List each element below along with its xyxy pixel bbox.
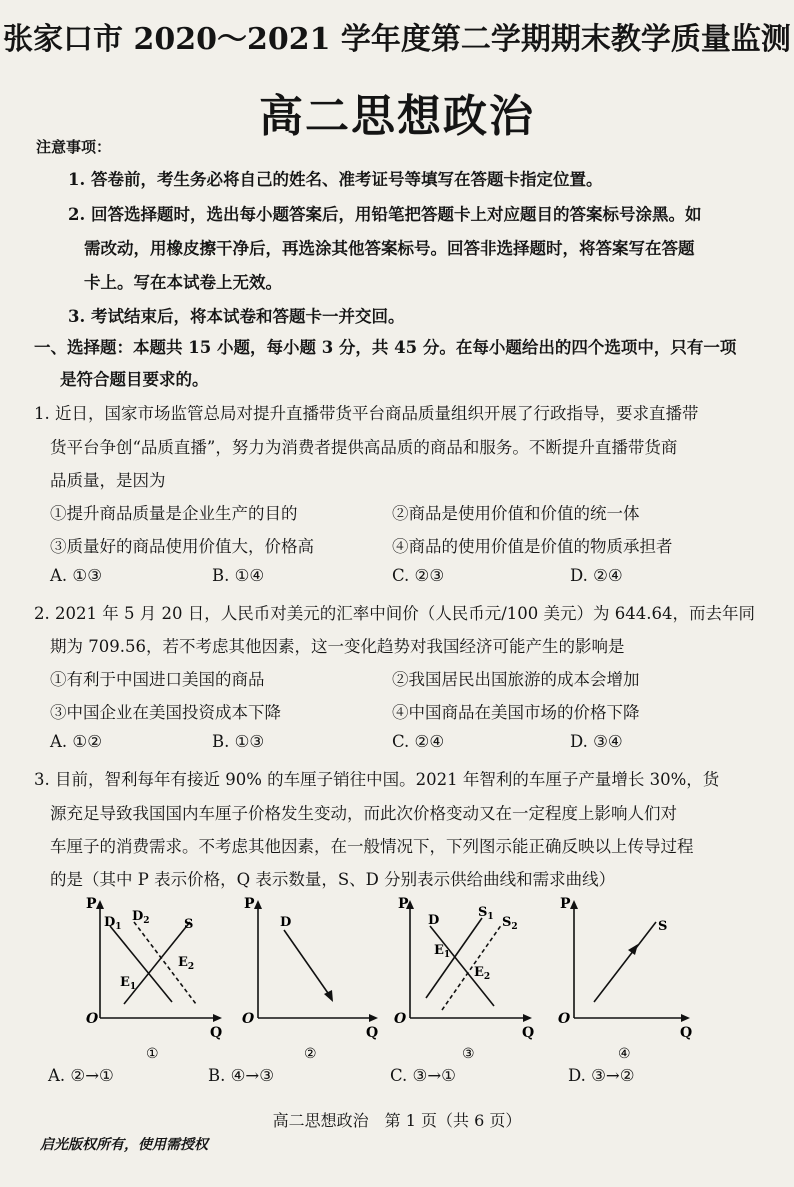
notice-item-1: 1. 答卷前，考生务必将自己的姓名、准考证号等填写在答题卡指定位置。 <box>68 170 603 189</box>
exam-title: 张家口市 2020～2021 学年度第二学期期末教学质量监测 <box>3 22 791 57</box>
q3-graph-4 <box>556 892 726 1062</box>
q3-option-d: D. ③→② <box>568 1066 635 1085</box>
graph3-supply-curve-s2 <box>442 924 502 1010</box>
q1-option-a: A. ①③ <box>50 566 102 585</box>
q2-option-a: A. ①② <box>50 732 102 751</box>
graph4-caption: ④ <box>618 1046 631 1062</box>
graph2-p-arrow <box>254 900 262 909</box>
graph2-p-label: P <box>244 896 255 912</box>
q3-option-a: A. ②→① <box>48 1066 114 1085</box>
graph4-p-arrow <box>570 900 578 909</box>
q1-stem-line-3: 品质量，是因为 <box>50 471 166 490</box>
graph3-origin-label: O <box>394 1011 407 1027</box>
graph3-s1-label: $S_1$ <box>478 905 494 922</box>
q2-statement-2: ②我国居民出国旅游的成本会增加 <box>392 670 640 689</box>
graph1-origin-label: O <box>86 1011 99 1027</box>
graph1-s-label: S <box>184 917 194 932</box>
q2-statement-1: ①有利于中国进口美国的商品 <box>50 670 265 689</box>
section-heading-line-2: 是符合题目要求的。 <box>60 370 209 389</box>
graph2-q-arrow <box>369 1014 378 1022</box>
q1-statement-1: ①提升商品质量是企业生产的目的 <box>50 504 298 523</box>
graph4-origin-label: O <box>558 1011 571 1027</box>
graph3-s2-label: $S_2$ <box>502 915 518 932</box>
graph2-demand-curve <box>284 930 330 996</box>
graph3-e2-label: $E_2$ <box>474 965 491 982</box>
q1-statement-4: ④商品的使用价值是价值的物质承担者 <box>392 537 673 556</box>
q3-stem-line-1: 3. 目前，智利每年有接近 90% 的车厘子销往中国。2021 年智利的车厘子产量增长 30%，货 <box>34 770 720 789</box>
q3-option-b: B. ④→③ <box>208 1066 275 1085</box>
notice-item-3: 3. 考试结束后，将本试卷和答题卡一并交回。 <box>68 307 405 326</box>
q1-option-b: B. ①④ <box>212 566 265 585</box>
graph3-q-arrow <box>523 1014 532 1022</box>
graph1-q-arrow <box>213 1014 222 1022</box>
graph1-d2-label: $D_2$ <box>132 909 150 926</box>
graph3-e1-label: $E_1$ <box>434 943 451 960</box>
q3-stem-line-4: 的是（其中 P 表示价格，Q 表示数量，S、D 分别表示供给曲线和需求曲线） <box>50 870 616 889</box>
copyright-note: 启光版权所有，使用需授权 <box>40 1137 208 1153</box>
graph1-e2-label: $E_2$ <box>178 955 195 972</box>
graph1-d1-label: $D_1$ <box>104 915 122 932</box>
graph3-d-label: D <box>428 913 440 928</box>
graph2-caption: ② <box>304 1046 317 1062</box>
graph3-q-label: Q <box>522 1025 535 1041</box>
q1-stem-line-2: 货平台争创“品质直播”，努力为消费者提供高品质的商品和服务。不断提升直播带货商 <box>50 438 678 457</box>
graph1-demand-curve-d1 <box>110 926 172 1002</box>
graph3-supply-curve-s1 <box>426 918 482 998</box>
q3-stem-line-3: 车厘子的消费需求。不考虑其他因素，在一般情况下，下列图示能正确反映以上传导过程 <box>50 837 694 856</box>
graph4-supply-curve-upper <box>636 922 656 948</box>
notice-heading: 注意事项： <box>36 138 112 156</box>
q2-option-c: C. ②④ <box>392 732 445 751</box>
graph4-supply-curve-lower <box>594 950 634 1002</box>
section-heading-line-1: 一、选择题：本题共 15 小题，每小题 3 分，共 45 分。在每小题给出的四个选项中，只有一项 <box>34 338 737 357</box>
graph3-demand-curve <box>430 926 494 1006</box>
q1-option-d: D. ②④ <box>570 566 623 585</box>
q2-option-b: B. ①③ <box>212 732 265 751</box>
q1-statement-3: ③质量好的商品使用价值大，价格高 <box>50 537 314 556</box>
q3-graph-3 <box>390 892 560 1062</box>
q2-stem-line-2: 期为 709.56，若不考虑其他因素，这一变化趋势对我国经济可能产生的影响是 <box>50 637 625 656</box>
q3-option-c: C. ③→① <box>390 1066 456 1085</box>
q1-statement-2: ②商品是使用价值和价值的统一体 <box>392 504 640 523</box>
graph2-origin-label: O <box>242 1011 255 1027</box>
graph2-demand-arrow <box>324 990 333 1002</box>
graph2-q-label: Q <box>366 1025 379 1041</box>
graph4-supply-arrow <box>628 944 638 955</box>
notice-item-2-cont: 需改动，用橡皮擦干净后，再选涂其他答案标号。回答非选择题时，将答案写在答题 <box>84 239 695 258</box>
graph4-q-label: Q <box>680 1025 693 1041</box>
notice-item-2: 2. 回答选择题时，选出每小题答案后，用铅笔把答题卡上对应题目的答案标号涂黑。如 <box>68 205 702 224</box>
q2-stem-line-1: 2. 2021 年 5 月 20 日，人民币对美元的汇率中间价（人民币元/100 美元）为 644.64，而去年同 <box>34 604 755 623</box>
graph1-p-label: P <box>86 896 97 912</box>
graph1-p-arrow <box>96 900 104 909</box>
q2-statement-4: ④中国商品在美国市场的价格下降 <box>392 703 640 722</box>
graph1-caption: ① <box>146 1046 159 1062</box>
graph4-q-arrow <box>681 1014 690 1022</box>
graph4-p-label: P <box>560 896 571 912</box>
graph4-s-label: S <box>658 919 668 934</box>
graph1-e1-label: $E_1$ <box>120 975 137 992</box>
subject-title: 高二思想政治 <box>259 91 535 142</box>
q3-graph-1 <box>82 892 252 1062</box>
graph2-d-label: D <box>280 915 292 930</box>
page-footer: 高二思想政治 第 1 页（共 6 页） <box>272 1111 522 1130</box>
graph3-caption: ③ <box>462 1046 475 1062</box>
q2-option-d: D. ③④ <box>570 732 623 751</box>
q3-stem-line-2: 源充足导致我国国内车厘子价格发生变动，而此次价格变动又在一定程度上影响人们对 <box>50 804 677 823</box>
q1-stem-line-1: 1. 近日，国家市场监管总局对提升直播带货平台商品质量组织开展了行政指导，要求直播带 <box>34 404 699 423</box>
graph1-q-label: Q <box>210 1025 223 1041</box>
graph3-p-label: P <box>398 896 409 912</box>
q2-statement-3: ③中国企业在美国投资成本下降 <box>50 703 281 722</box>
q1-option-c: C. ②③ <box>392 566 445 585</box>
notice-item-2-cont2: 卡上。写在本试卷上无效。 <box>84 273 282 292</box>
q3-graph-2 <box>240 892 410 1062</box>
